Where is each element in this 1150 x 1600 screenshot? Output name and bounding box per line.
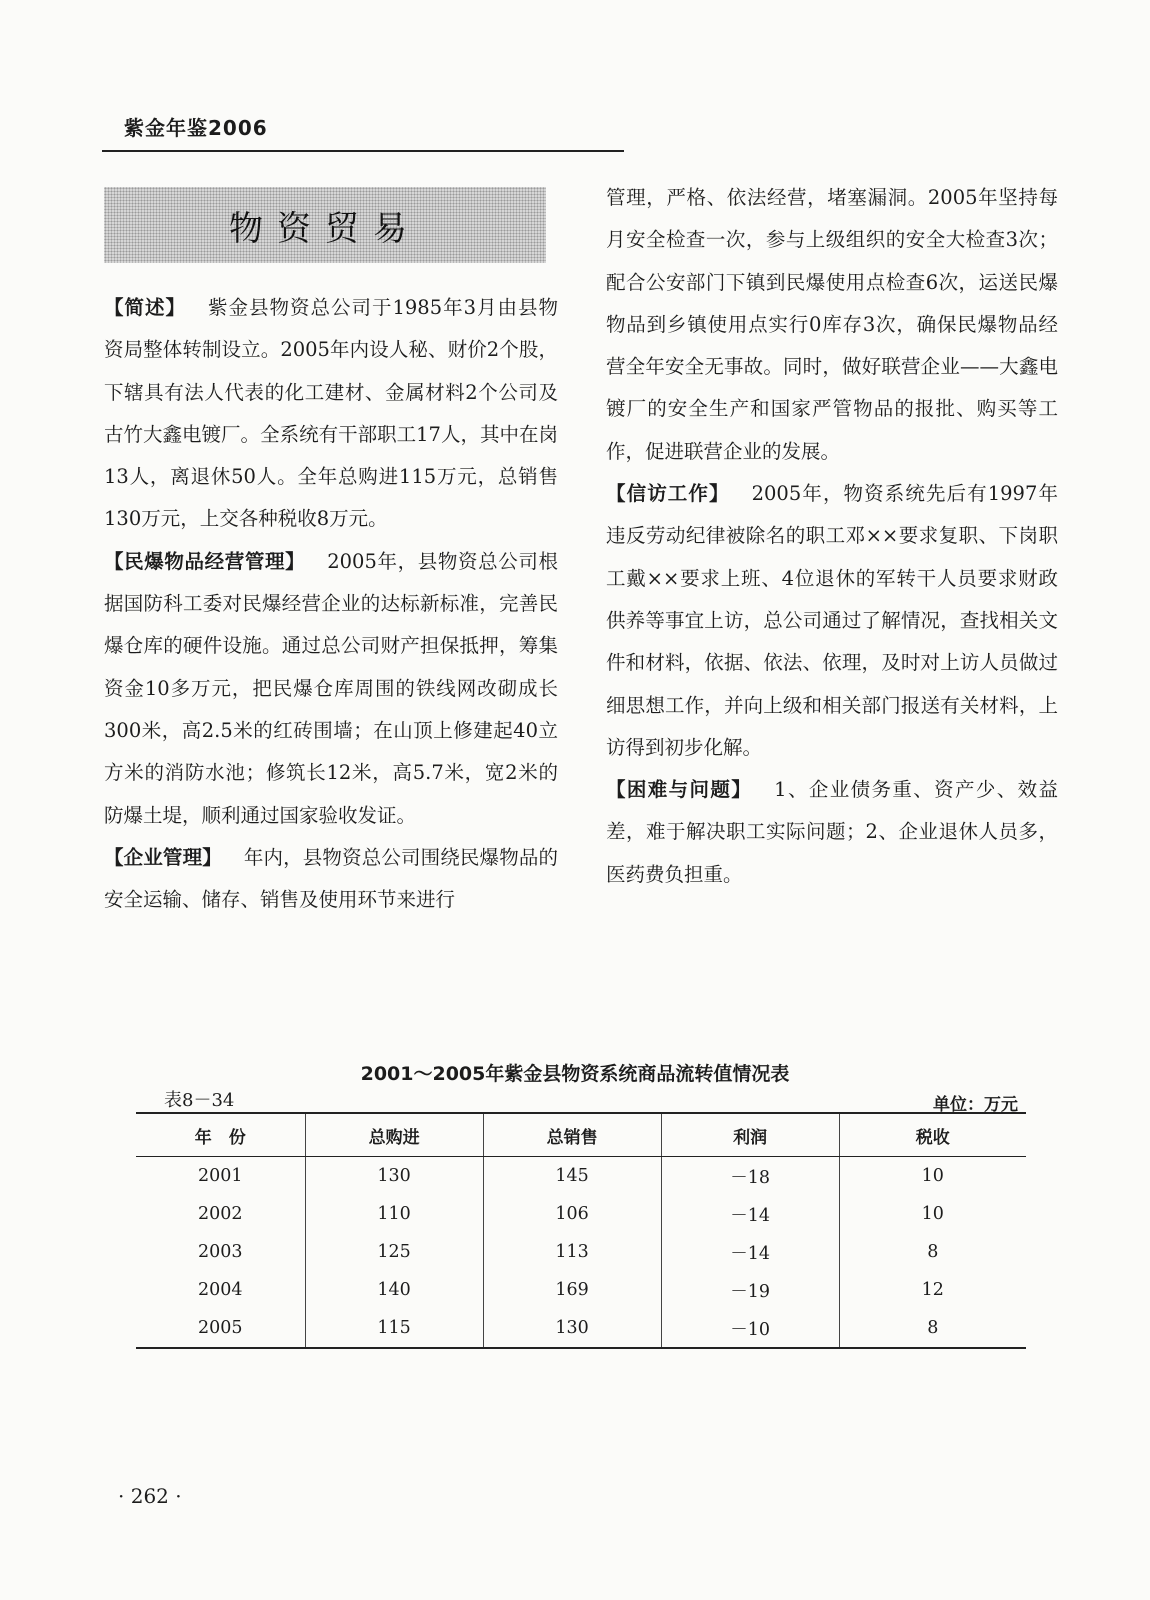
table-cell: 106 (483, 1195, 661, 1233)
heading-explosives: 【民爆物品经营管理】 (104, 549, 306, 573)
table-cell: 169 (483, 1271, 661, 1309)
heading-petitions: 【信访工作】 (606, 482, 730, 506)
paragraph-overview (104, 287, 558, 541)
column-header: 利润 (661, 1113, 839, 1157)
body-petitions: 2005年，物资系统先后有1997年违反劳动纪律被除名的职工邓××要求复职、下岗职工戴××要求上班、4位退休的军转干人员要求财政供养等事宜上访，总公司通过了解情况，查找相关文件和材料，依据、依法、依理，及时对上访人员做过细思想工作，并向上级和相关部门报送有关材料，上访得到初步化解。 (606, 482, 1058, 759)
table-cell: 130 (305, 1157, 483, 1196)
table-cell: 12 (839, 1271, 1026, 1309)
table-cell: 2002 (198, 1204, 243, 1224)
body-problems: 1、企业债务重、资产少、效益差，难于解决职工实际问题；2、企业退休人员多，医药费负担重。 (606, 778, 1058, 886)
table-cell: 2003 (198, 1242, 243, 1262)
heading-management: 【企业管理】 (104, 845, 222, 869)
table-row (136, 1309, 1026, 1348)
body-explosives: 2005年，县物资总公司根据国防科工委对民爆经营企业的达标新标准，完善民爆仓库的硬件设施。通过总公司财产担保抵押，筹集资金10多万元，把民爆仓库周围的铁线网改砌成长300米，高2.5米的红砖围墙；在山顶上修建起40立方米的消防水池；修筑长12米，高5.7米，宽2米的防爆土堤，顺利通过国家验收发证。 (104, 549, 558, 827)
table-cell: 2004 (198, 1280, 243, 1300)
page-number: · 262 · (118, 1484, 182, 1508)
table-cell: －10 (661, 1309, 839, 1348)
table-cell: －14 (661, 1233, 839, 1271)
table-row (136, 1157, 1026, 1196)
section-title: 物资贸易 (229, 208, 421, 249)
table-cell: －18 (661, 1157, 839, 1196)
table-cell: 8 (839, 1233, 1026, 1271)
table-cell: 130 (483, 1309, 661, 1348)
table-row (136, 1233, 1026, 1271)
column-header: 总购进 (305, 1113, 483, 1157)
table-number: 表8－34 (164, 1090, 235, 1111)
table-cell: －14 (661, 1195, 839, 1233)
paragraph-problems (606, 769, 1058, 896)
table-cell: 145 (483, 1157, 661, 1196)
table-cell: 115 (305, 1309, 483, 1348)
right-column (606, 177, 1058, 896)
section-title-box (104, 187, 546, 263)
heading-overview: 【简述】 (104, 296, 186, 319)
data-table (136, 1112, 1026, 1349)
table-row (136, 1271, 1026, 1309)
table-cell: 2001 (198, 1166, 243, 1186)
header-rule (102, 150, 624, 152)
table-header-row (136, 1113, 1026, 1157)
table-cell: 140 (305, 1271, 483, 1309)
running-head: 紫金年鉴2006 (124, 116, 268, 140)
body-overview: 紫金县物资总公司于1985年3月由县物资局整体转制设立。2005年内设人秘、财价2个股，下辖具有法人代表的化工建材、金属材料2个公司及古竹大鑫电镀厂。全系统有干部职工17人，其中在岗13人，离退休50人。全年总购进115万元，总销售130万元，上交各种税收8万元。 (104, 296, 558, 531)
table-cell: －19 (661, 1271, 839, 1309)
table-cell: 10 (839, 1195, 1026, 1233)
left-column (104, 287, 558, 921)
column-header: 年 份 (136, 1113, 305, 1157)
table-unit: 单位：万元 (933, 1095, 1018, 1115)
table-cell: 2005 (136, 1309, 305, 1348)
paragraph-management-continued: 管理，严格、依法经营，堵塞漏洞。2005年坚持每月安全检查一次，参与上级组织的安全大检查3次；配合公安部门下镇到民爆使用点检查6次，运送民爆物品到乡镇使用点实行0库存3次，确保民爆物品经营全年安全无事故。同时，做好联营企业——大鑫电镀厂的安全生产和国家严管物品的报批、购买等工作，促进联营企业的发展。 (606, 186, 1058, 463)
body-management: 年内，县物资总公司围绕民爆物品的安全运输、储存、销售及使用环节来进行 (104, 845, 558, 912)
column-header: 总销售 (483, 1113, 661, 1157)
column-header: 税收 (839, 1113, 1026, 1157)
table-cell: 10 (839, 1157, 1026, 1196)
paragraph-explosives (104, 541, 558, 837)
paragraph-management (104, 837, 558, 922)
table-cell: 8 (839, 1309, 1026, 1348)
heading-problems: 【困难与问题】 (606, 778, 753, 802)
table-row (136, 1195, 1026, 1233)
table-title: 2001～2005年紫金县物资系统商品流转值情况表 (360, 1063, 790, 1085)
table-cell: 110 (305, 1195, 483, 1233)
table-cell: 125 (305, 1233, 483, 1271)
paragraph-petitions (606, 473, 1058, 769)
table-cell: 113 (483, 1233, 661, 1271)
